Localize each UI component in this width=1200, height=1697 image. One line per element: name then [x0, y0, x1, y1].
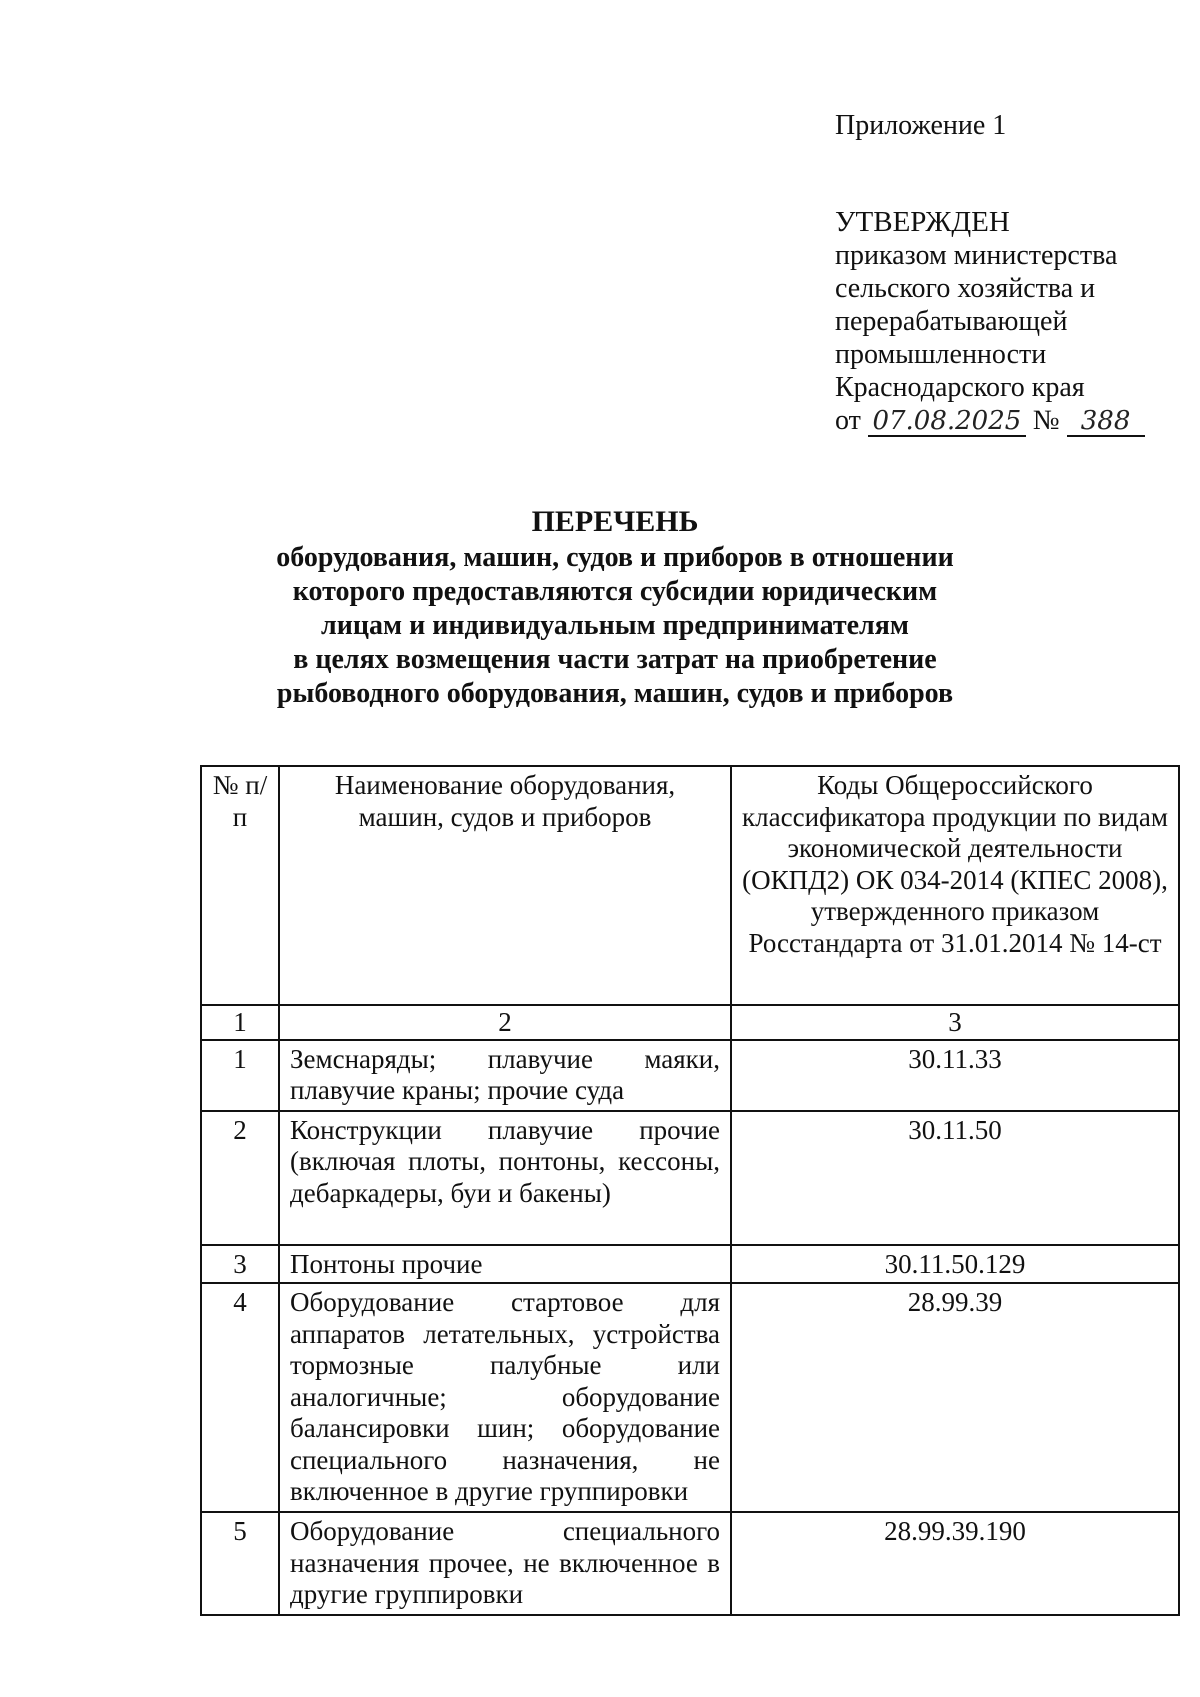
- row-name: Понтоны прочие: [279, 1245, 731, 1284]
- title-line: в целях возмещения части затрат на приобретение: [293, 644, 937, 675]
- approval-heading: УТВЕРЖДЕН: [835, 206, 1010, 238]
- number-prefix: №: [1032, 405, 1060, 436]
- handwritten-number: 388: [1067, 407, 1145, 437]
- approval-line: перерабатывающей: [835, 306, 1068, 337]
- row-number: 5: [201, 1512, 279, 1615]
- header-number: № п/п: [201, 766, 279, 1005]
- header-code: Коды Общероссийского классификатора продукции по видам экономической деятельности (ОКПД2) ОК 034-2014 (КПЕС 2008), утвержденного приказом Росстандарта от 31.01.2014 № 14-ст: [731, 766, 1179, 1005]
- approval-line: промышленности: [835, 339, 1047, 370]
- column-number-row: [201, 1005, 1179, 1040]
- approval-date-number-row: [835, 404, 1145, 437]
- table-header-row: [201, 766, 1179, 1005]
- table-row: [201, 1283, 1179, 1512]
- table-row: [201, 1111, 1179, 1245]
- title-line: оборудования, машин, судов и приборов в отношении: [276, 542, 954, 573]
- approval-line: сельского хозяйства и: [835, 273, 1096, 304]
- row-name: Конструкции плавучие прочие (включая плоты, понтоны, кессоны, дебаркадеры, буи и бакены): [279, 1111, 731, 1245]
- appendix-label: Приложение 1: [835, 110, 1007, 141]
- title-line: рыбоводного оборудования, машин, судов и приборов: [276, 678, 954, 709]
- row-name: Земснаряды; плавучие маяки, плавучие краны; прочие суда: [279, 1040, 731, 1111]
- approval-line: Краснодарского края: [835, 372, 1085, 403]
- row-number: 3: [201, 1245, 279, 1284]
- row-code: 30.11.50: [731, 1111, 1179, 1245]
- row-name: Оборудование специального назначения прочее, не включенное в другие группировки: [279, 1512, 731, 1615]
- row-code: 30.11.33: [731, 1040, 1179, 1111]
- row-number: 2: [201, 1111, 279, 1245]
- title-line: лицам и индивидуальным предпринимателям: [321, 610, 909, 641]
- column-number: 3: [731, 1005, 1179, 1040]
- document-title: [200, 505, 1030, 711]
- handwritten-date: 07.08.2025: [868, 407, 1026, 437]
- table-row: [201, 1245, 1179, 1284]
- column-number: 1: [201, 1005, 279, 1040]
- row-code: 28.99.39: [731, 1283, 1179, 1512]
- row-number: 1: [201, 1040, 279, 1111]
- date-prefix: от: [835, 405, 861, 436]
- table-row: [201, 1040, 1179, 1111]
- title-line: которого предоставляются субсидии юридическим: [292, 576, 938, 607]
- row-name: Оборудование стартовое для аппаратов летательных, устройства тормозные палубные или аналогичные; оборудование балансировки шин; оборудование специального назначения, не включенное в другие группировки: [279, 1283, 731, 1512]
- title-main: ПЕРЕЧЕНЬ: [531, 505, 699, 538]
- table-row: [201, 1512, 1179, 1615]
- row-code: 30.11.50.129: [731, 1245, 1179, 1284]
- row-number: 4: [201, 1283, 279, 1512]
- equipment-table: [200, 765, 1180, 1616]
- approval-line: приказом министерства: [835, 240, 1118, 271]
- row-code: 28.99.39.190: [731, 1512, 1179, 1615]
- header-name: Наименование оборудования, машин, судов и приборов: [279, 766, 731, 1005]
- column-number: 2: [279, 1005, 731, 1040]
- approval-block: [835, 206, 1145, 437]
